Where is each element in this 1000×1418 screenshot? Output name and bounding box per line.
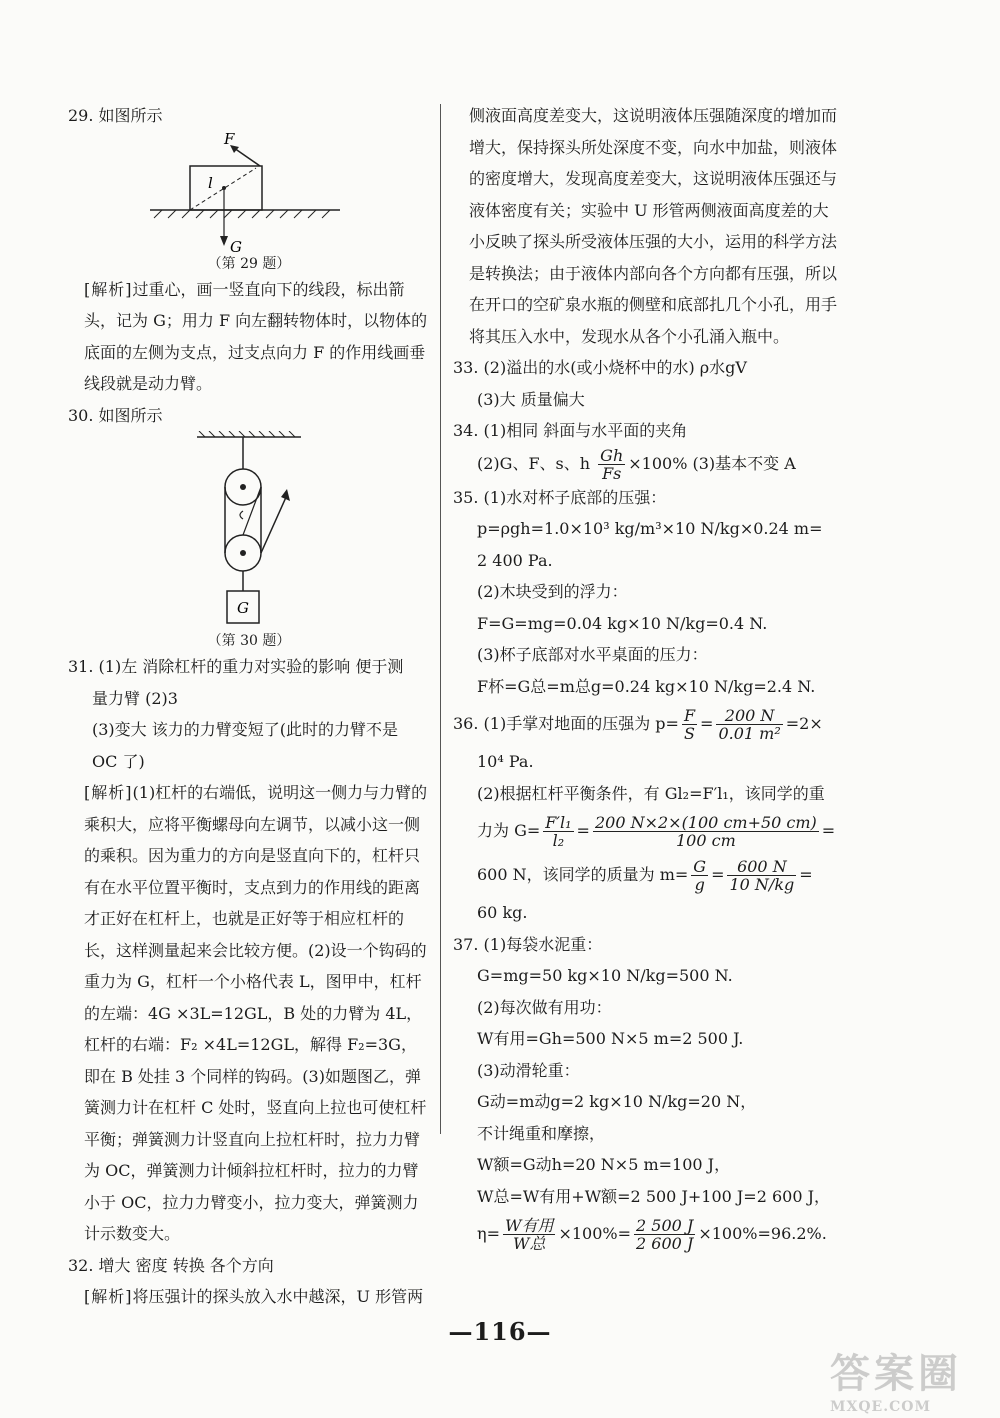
q37-frac-W: $\frac{\text{W有用}}{\text{W总}}$ <box>505 1216 554 1253</box>
left-column <box>68 100 430 1313</box>
q35-line2: p=ρgh=1.0×10³ kg/m³×10 N/kg×0.24 m= <box>477 519 823 538</box>
q36-line6: 60 kg. <box>477 903 528 922</box>
q36-text1: 36. (1)手掌对地面的压强为 p= <box>453 714 679 733</box>
q36-frac-calc: $\frac{200 N\times 2\times(100 cm+50 cm)}{100 cm}$ <box>594 813 817 850</box>
q33-line1: 33. (2)溢出的水(或小烧杯中的水) ρ水gV <box>453 358 747 377</box>
q29-label-F: F <box>224 131 235 148</box>
q31-analysis-tag: [ 解析 ] <box>84 783 133 802</box>
q34-fraction: $\frac{Gh}{Fs}$ <box>600 445 624 483</box>
q29-figure <box>144 132 354 254</box>
q34-line1: 34. (1)相同 斜面与水平面的夹角 <box>453 421 688 440</box>
q36-line4 <box>453 809 838 853</box>
q37-line7: 不计绳重和摩擦， <box>477 1123 606 1143</box>
q37-text10c: ×100%=96.2%. <box>698 1224 827 1243</box>
q36-frac-200: $\frac{200 N}{\text{0.01 m²}}$ <box>718 706 781 743</box>
watermark-logo: 答案圈 <box>830 1350 962 1397</box>
watermark <box>830 1342 990 1415</box>
q36-text5: 600 N，该同学的质量为 m= <box>477 865 689 884</box>
q36-text1b: =2× <box>785 714 823 733</box>
q31-line2: 量力臂 (2)3 <box>92 688 178 708</box>
q37-line3: (2)每次做有用功： <box>477 997 612 1017</box>
q36-frac-FS: $\frac{F}{S}$ <box>683 706 696 743</box>
q36-eq2: = <box>576 821 590 840</box>
q36-line5 <box>453 853 838 897</box>
q30-figure <box>189 431 309 631</box>
q30-heading: 30. 如图所示 <box>68 405 163 425</box>
q36-frac-Fl: $\frac{\text{F′l₁}}{\text{l₂}}$ <box>545 813 572 850</box>
q37-line4: W有用=Gh=500 N×5 m=2 500 J. <box>477 1029 744 1048</box>
column-divider <box>440 104 441 1134</box>
q29-label-l: l <box>208 173 213 192</box>
q35-line7: F杯=G总=m总g=0.24 kg×10 N/kg=2.4 N. <box>477 676 816 696</box>
q35-line5: F=G=mg=0.04 kg×10 N/kg=0.4 N. <box>477 613 768 633</box>
q37-eta: η= <box>477 1224 500 1243</box>
watermark-url: MXQE.COM <box>830 1399 931 1415</box>
q29-analysis-text: 过重心，画一竖直向下的线段，标出箭头，记为 G；用力 F 向左翻转物体时，以物体的底面的左侧为支点，过支点向力 F 的作用线画垂线段就是动力臂。 <box>84 279 428 393</box>
q37-line2: G=mg=50 kg×10 N/kg=500 N. <box>477 966 733 985</box>
q30-label-G: G <box>237 599 249 617</box>
q29-label-G: G <box>230 237 242 254</box>
q32-analysis-text: 将压强计的探头放入水中越深，U 形管两 <box>132 1287 424 1306</box>
q31-line3: (3)变大 该力的力臂变短了(此时的力臂不是 <box>92 720 398 739</box>
q34-vars: (2)G、F、s、h <box>477 453 591 473</box>
q31-line4: OC 了) <box>92 751 145 771</box>
q37-line1: 37. (1)每袋水泥重： <box>453 934 603 954</box>
q35-line1: 35. (1)水对杯子底部的压强： <box>453 487 667 507</box>
q29-analysis-tag: [ 解析 ] <box>84 280 133 299</box>
q36-eq3: = <box>821 821 836 840</box>
q34-line2 <box>453 447 838 482</box>
q32-line1: 32. 增大 密度 转换 各个方向 <box>68 1255 274 1275</box>
q37-frac-J: $\frac{2 500 J}{2 600 J}$ <box>636 1216 694 1253</box>
q37-line8: W额=G动h=20 N×5 m=100 J， <box>477 1155 731 1174</box>
q36-eq: = <box>700 714 714 733</box>
q37-text10b: ×100%= <box>558 1224 632 1243</box>
q29-heading: 29. 如图所示 <box>68 106 163 125</box>
q37-line5: (3)动滑轮重： <box>477 1060 580 1080</box>
q35-line6: (3)杯子底部对水平桌面的压力： <box>477 645 708 664</box>
q36-line2: 10⁴ Pa. <box>477 752 534 771</box>
q29-caption: （第 29 题） <box>207 255 291 272</box>
q36-line1 <box>453 702 838 746</box>
q37-line10 <box>453 1212 838 1256</box>
q36-line3: (2)根据杠杆平衡条件，有 Gl₂=F′l₁，该同学的重 <box>477 783 825 803</box>
q37-line6: G动=m动g=2 kg×10 N/kg=20 N， <box>477 1092 757 1111</box>
right-column <box>453 100 838 1256</box>
page-number: —116— <box>448 1317 552 1346</box>
q36-frac-600: $\frac{600 N}{10 N/kg}$ <box>729 857 795 894</box>
q31-analysis-text: (1)杠杆的右端低，说明这一侧力与力臂的乘积大，应将平衡螺母向左调节，以减小这一侧的乘积。因为重力的方向是竖直向下的，杠杆只有在水平位置平衡时，支点到力的作用线的距离才正好在杠杆上，也就是正好等于相应杠杆的长，这样测量起来会比较方便。(2)设一个钩码的重力为 G，杠杆一个小格代表 L，图甲中，杠杆的左端：4G ×3L=12GL，B 处的力臂为 4L，杠杆的右端：F₂ ×4L=12GL，解得 F₂=3G，即在 B 处挂 3 个同样的钩码。(3)如题图乙，弹簧测力计在杠杆 C 处时，竖直向上拉也可使杠杆平衡；弹簧测力计竖直向上拉杠杆时，拉力力臂为 OC，弹簧测力计倾斜拉杠杆时，拉力的力臂小于 OC，拉力力臂变小，拉力变大，弹簧测力计示数变大。 <box>84 783 428 1243</box>
q32-continuation: 侧液面高度差变大，这说明液体压强随深度的增加而增大，保持探头所处深度不变，向水中加盐，则液体的密度增大，发现高度差变大，这说明液体压强还与液体密度有关；实验中 U 形管两侧液面高度差的大小反映了探头所受液体压强的大小，运用的科学方法是转换法；由于液体内部向各个方向都有压强，所以在开口的空矿泉水瓶的侧壁和底部扎几个小孔，用手将其压入水中，发现水从各个小孔涌入瓶中。 <box>469 106 838 346</box>
q37-line9: W总=W有用+W额=2 500 J+100 J=2 600 J， <box>477 1186 831 1206</box>
q36-eq5: = <box>799 865 813 884</box>
q36-text4: 力为 G= <box>477 821 541 840</box>
q35-line3: 2 400 Pa. <box>477 550 553 570</box>
q30-caption: （第 30 题） <box>207 633 291 649</box>
q36-eq4: = <box>711 865 725 884</box>
q36-frac-Gg: $\frac{G}{g}$ <box>693 857 707 894</box>
q31-line1: 31. (1)左 消除杠杆的重力对实验的影响 便于测 <box>68 657 404 676</box>
q32-analysis-tag: [ 解析 ] <box>84 1287 133 1306</box>
q35-line4: (2)木块受到的浮力： <box>477 582 628 601</box>
q33-line2: (3)大 质量偏大 <box>477 389 585 409</box>
q34-rest: ×100% (3)基本不变 A <box>628 453 796 473</box>
